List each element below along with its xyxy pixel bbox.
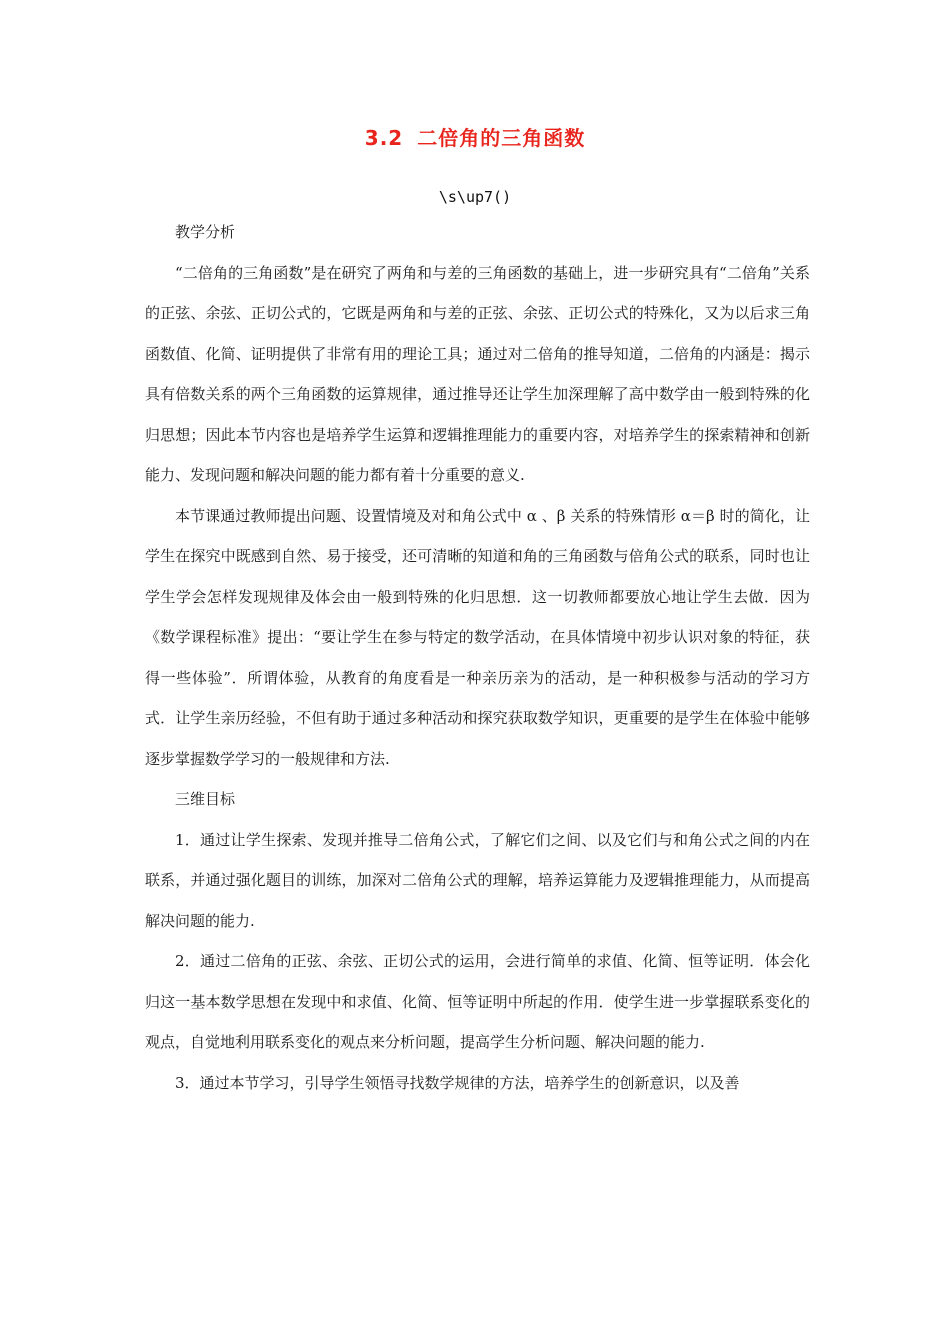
document-body <box>145 212 810 1103</box>
paragraph-analysis-2: 本节课通过教师提出问题、设置情境及对和角公式中 α 、β 关系的特殊情形 α＝β 时的简化，让学生在探究中既感到自然、易于接受，还可清晰的知道和角的三角函数与倍角公式的联系，同时也让学生学会怎样发现规律及体会由一般到特殊的化归思想．这一切教师都要放心地让学生去做．因为《数学课程标准》提出：“要让学生在参与特定的数学活动，在具体情境中初步认识对象的特征，获得一些体验”．所谓体验，从教育的角度看是一种亲历亲为的活动，是一种积极参与活动的学习方式．让学生亲历经验，不但有助于通过多种活动和探究获取数学知识，更重要的是学生在体验中能够逐步掌握数学学习的一般规律和方法. <box>145 506 810 768</box>
section-heading-goals: 三维目标 <box>175 790 236 808</box>
title-text: 二倍角的三角函数 <box>417 126 586 150</box>
paragraph-goal-1: 1．通过让学生探索、发现并推导二倍角公式，了解它们之间、以及它们与和角公式之间的内在联系，并通过强化题目的训练，加深对二倍角公式的理解，培养运算能力及逻辑推理能力，从而提高解决问题的能力. <box>145 830 810 930</box>
field-code: \s\up7() <box>438 188 512 206</box>
title-number: 3.2 <box>364 126 404 150</box>
paragraph-goal-2: 2．通过二倍角的正弦、余弦、正切公式的运用，会进行简单的求值、化简、恒等证明．体会化归这一基本数学思想在发现中和求值、化简、恒等证明中所起的作用．使学生进一步掌握联系变化的观点，自觉地利用联系变化的观点来分析问题，提高学生分析问题、解决问题的能力. <box>145 952 810 1051</box>
paragraph-analysis-1: “二倍角的三角函数”是在研究了两角和与差的三角函数的基础上，进一步研究具有“二倍角”关系的正弦、余弦、正切公式的，它既是两角和与差的正弦、余弦、正切公式的特殊化，又为以后求三角函数值、化简、证明提供了非常有用的理论工具；通过对二倍角的推导知道，二倍角的内涵是：揭示具有倍数关系的两个三角函数的运算规律，通过推导还让学生加深理解了高中数学由一般到特殊的化归思想；因此本节内容也是培养学生运算和逻辑推理能力的重要内容，对培养学生的探索精神和创新能力、发现问题和解决问题的能力都有着十分重要的意义. <box>145 263 810 484</box>
document-title <box>0 122 950 151</box>
section-heading-analysis: 教学分析 <box>175 223 236 241</box>
paragraph-goal-3: 3．通过本节学习，引导学生领悟寻找数学规律的方法，培养学生的创新意识，以及善 <box>175 1073 740 1092</box>
